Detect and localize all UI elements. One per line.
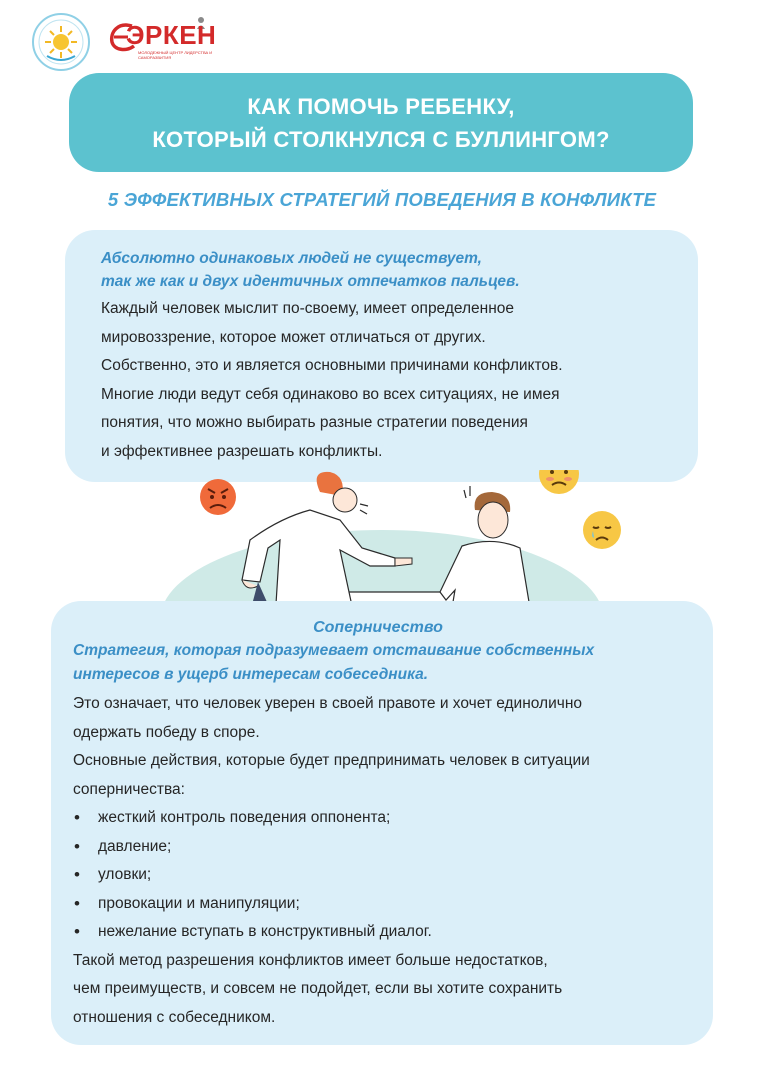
intro-card <box>65 230 698 482</box>
intro-lead-line: Абсолютно одинаковых людей не существует, <box>101 250 482 267</box>
list-item: • провокации и манипуляции; <box>73 890 683 919</box>
strategy-para1-line: Это означает, что человек уверен в своей правоте и хочет единолично <box>73 695 583 712</box>
worried-face-icon <box>539 470 579 494</box>
intro-body <box>101 295 668 466</box>
title-banner <box>69 73 693 172</box>
strategy-closing-line: Такой метод разрешения конфликтов имеет больше недостатков, <box>73 951 548 969</box>
angry-face-icon <box>200 479 236 515</box>
conflict-illustration <box>150 470 630 620</box>
intro-body-line: мировоззрение, которое может отличаться от других. <box>101 328 486 346</box>
intro-body-line: понятия, что можно выбирать разные стратегии поведения <box>101 414 528 431</box>
strategy-body <box>73 690 683 1032</box>
list-item: • давление; <box>73 833 683 862</box>
erken-logo <box>108 18 220 66</box>
strategy-lead <box>73 639 683 687</box>
list-item: • нежелание вступать в конструктивный диалог. <box>73 918 683 947</box>
strategy-closing-line: отношения с собеседником. <box>73 1008 276 1026</box>
intro-body-line: Многие люди ведут себя одинаково во всех ситуациях, не имея <box>101 385 560 403</box>
strategy-para1-line: одержать победу в споре. <box>73 723 260 741</box>
subtitle: 5 ЭФФЕКТИВНЫХ СТРАТЕГИЙ ПОВЕДЕНИЯ В КОНФЛИКТЕ <box>107 189 657 210</box>
erken-logo-subtext: МОЛОДЕЖНЫЙ ЦЕНТР ЛИДЕРСТВА И САМОРАЗВИТИЯ <box>138 50 213 60</box>
strategy-card <box>51 601 713 1045</box>
strategy-lead-line: интересов в ущерб интересам собеседника. <box>73 666 429 683</box>
intro-body-line: и эффективнее разрешать конфликты. <box>101 442 383 460</box>
list-item: • жесткий контроль поведения оппонента; <box>73 804 683 833</box>
intro-body-line: Каждый человек мыслит по-своему, имеет определенное <box>101 300 515 317</box>
title-line-1: КАК ПОМОЧЬ РЕБЕНКУ, <box>247 93 515 119</box>
strategy-para2-line: соперничества: <box>73 780 185 798</box>
intro-lead-line: так же как и двух идентичных отпечатков пальцев. <box>101 273 520 290</box>
erken-logo-text: ЭРКЕН <box>126 20 217 50</box>
strategy-lead-line: Стратегия, которая подразумевает отстаивание собственных <box>73 642 595 659</box>
title-line-2: КОТОРЫЙ СТОЛКНУЛСЯ С БУЛЛИНГОМ? <box>152 126 610 152</box>
intro-lead <box>101 247 668 293</box>
crying-face-icon <box>583 511 621 549</box>
strategy-bullet-list <box>73 804 683 947</box>
strategy-para2-line: Основные действия, которые будет предпринимать человек в ситуации <box>73 752 590 769</box>
list-item: • уловки; <box>73 861 683 890</box>
sun-logo-icon <box>31 12 91 72</box>
strategy-title: Соперничество <box>313 619 443 636</box>
strategy-closing-line: чем преимуществ, и совсем не подойдет, если вы хотите сохранить <box>73 980 563 997</box>
intro-body-line: Собственно, это и является основными причинами конфликтов. <box>101 357 563 374</box>
